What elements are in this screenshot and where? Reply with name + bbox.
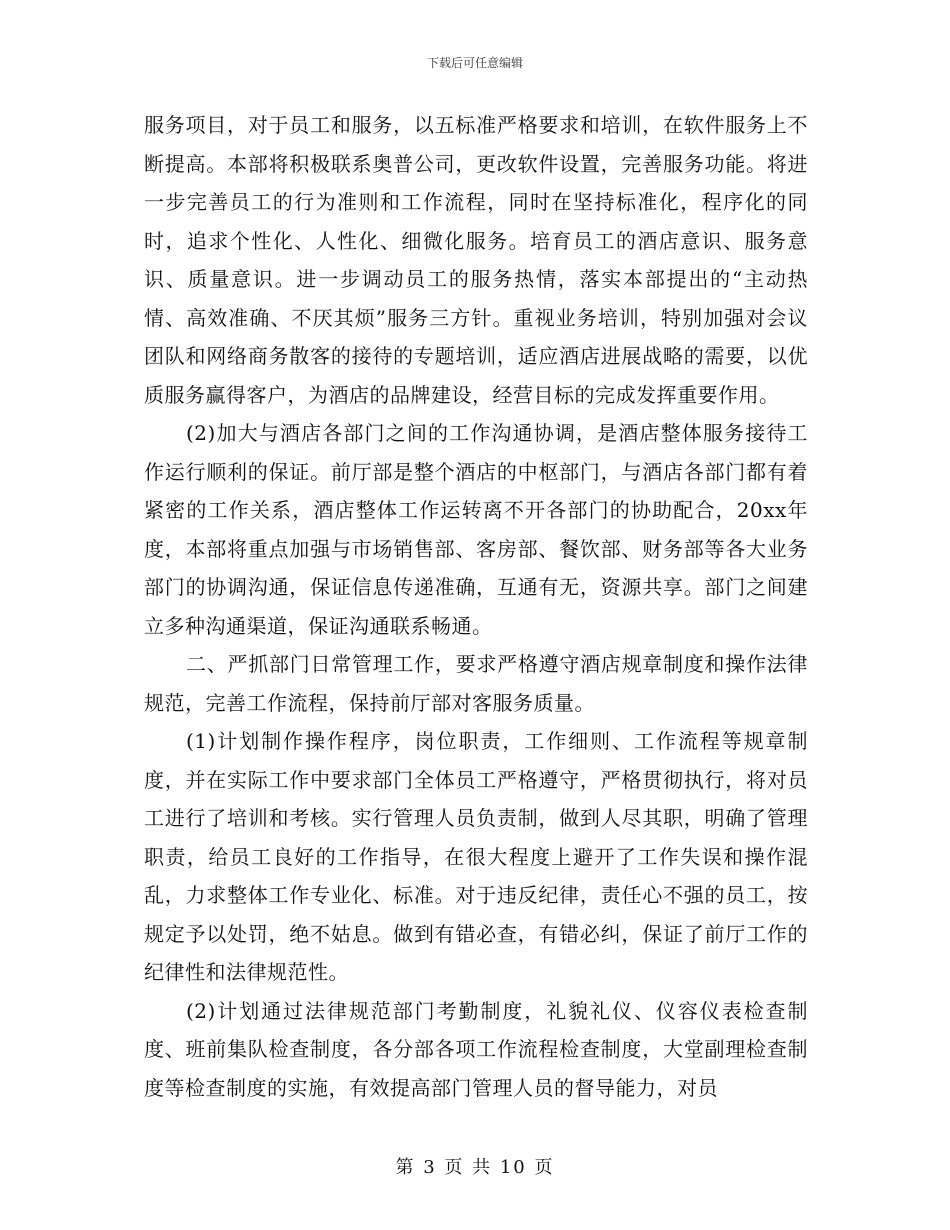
paragraph-2: (2)加大与酒店各部门之间的工作沟通协调，是酒店整体服务接待工作运行顺利的保证。前厅部是整个酒店的中枢部门，与酒店各部门都有着紧密的工作关系，酒店整体工作运转离不开各部门的协助配合，20xx年度，本部将重点加强与市场销售部、客房部、餐饮部、财务部等各大业务部门的协调沟通，保证信息传递准确，互通有无，资源共享。部门之间建立多种沟通渠道，保证沟通联系畅通。	[144, 421, 808, 638]
page-number-footer: 第 3 页 共 10 页	[395, 1157, 555, 1178]
document-body	[144, 106, 808, 1107]
paragraph-4: (1)计划制作操作程序，岗位职责，工作细则、工作流程等规章制度，并在实际工作中要求部门全体员工严格遵守，严格贯彻执行，将对员工进行了培训和考核。实行管理人员负责制，做到人尽其职，明确了管理职责，给员工良好的工作指导，在很大程度上避开了工作失误和操作混乱，力求整体工作专业化、标准。对于违反纪律，责任心不强的员工，按规定予以处罚，绝不姑息。做到有错必查，有错必纠，保证了前厅工作的纪律性和法律规范性。	[144, 729, 808, 984]
page-header: 下载后可任意编辑	[426, 56, 523, 70]
paragraph-5: (2)计划通过法律规范部门考勤制度，礼貌礼仪、仪容仪表检查制度、班前集队检查制度，各分部各项工作流程检查制度，大堂副理检查制度等检查制度的实施，有效提高部门管理人员的督导能力，对员	[144, 998, 808, 1100]
paragraph-1: 服务项目，对于员工和服务，以五标准严格要求和培训，在软件服务上不断提高。本部将积极联系奥普公司，更改软件设置，完善服务功能。将进一步完善员工的行为准则和工作流程，同时在坚持标准化，程序化的同时，追求个性化、人性化、细微化服务。培育员工的酒店意识、服务意识、质量意识。进一步调动员工的服务热情，落实本部提出的“主动热情、高效准确、不厌其烦”服务三方针。重视业务培训，特别加强对会议团队和网络商务散客的接待的专题培训，适应酒店进展战略的需要，以优质服务赢得客户，为酒店的品牌建设，经营目标的完成发挥重要作用。	[144, 113, 808, 407]
paragraph-3: 二、严抓部门日常管理工作，要求严格遵守酒店规章制度和操作法律规范，完善工作流程，保持前厅部对客服务质量。	[144, 652, 808, 715]
